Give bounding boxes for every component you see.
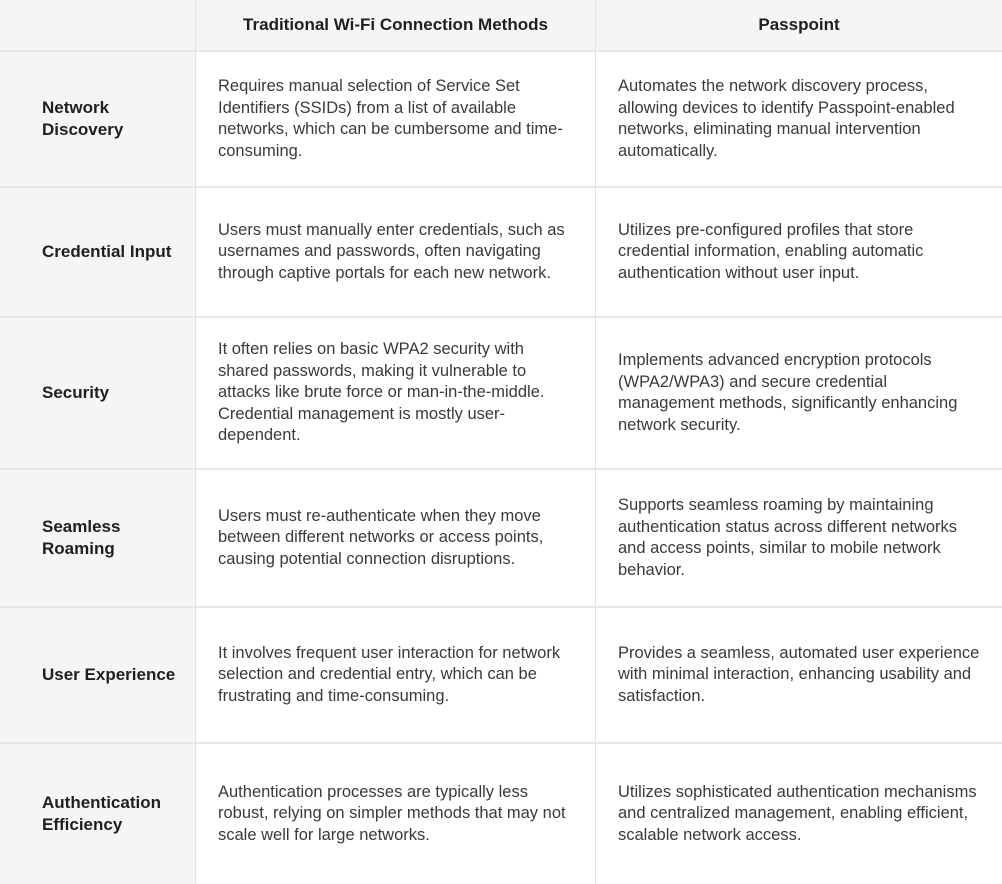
traditional-network-discovery [196,52,596,188]
passpoint-authentication-efficiency [596,744,1002,884]
passpoint-user-experience [596,608,1002,744]
passpoint-network-discovery [596,52,1002,188]
header-corner-cell [0,0,196,52]
passpoint-seamless-roaming [596,470,1002,608]
traditional-seamless-roaming [196,470,596,608]
row-label-network-discovery: Network Discovery [0,52,196,188]
cell-text: Implements advanced encryption protocols (WPA2/WPA3) and secure credential management methods, significantly enhancing network security. [618,351,958,434]
cell-text: Authentication processes are typically less robust, relying on simpler methods that may not scale well for large networks. [218,782,566,844]
row-label-user-experience: User Experience [0,608,196,744]
header-passpoint: Passpoint [596,0,1002,52]
traditional-user-experience [196,608,596,744]
cell-text: It involves frequent user interaction for network selection and credential entry, which can be frustrating and time-consuming. [218,643,561,705]
row-label-security: Security [0,318,196,470]
cell-text: Supports seamless roaming by maintaining authentication status across different networks and access points, similar to mobile network behavior. [618,496,958,579]
passpoint-security [596,318,1002,470]
cell-text: Users must manually enter credentials, such as usernames and passwords, often navigating through captive portals for each new network. [218,220,565,282]
traditional-credential-input [196,188,596,318]
traditional-security [196,318,596,470]
cell-text: Requires manual selection of Service Set Identifiers (SSIDs) from a list of available networks, which can be cumbersome and time-consuming. [218,77,563,160]
cell-text: Provides a seamless, automated user experience with minimal interaction, enhancing usability and satisfaction. [618,643,980,705]
header-traditional: Traditional Wi-Fi Connection Methods [196,0,596,52]
passpoint-credential-input [596,188,1002,318]
cell-text: Utilizes sophisticated authentication mechanisms and centralized management, enabling efficient, scalable network access. [618,782,977,844]
cell-text: Automates the network discovery process, allowing devices to identify Passpoint-enabled networks, eliminating manual intervention automatically. [618,77,955,160]
cell-text: Users must re-authenticate when they move between different networks or access points, causing potential connection disruptions. [218,506,544,568]
row-label-authentication-efficiency: Authentication Efficiency [0,744,196,884]
cell-text: It often relies on basic WPA2 security with shared passwords, making it vulnerable to attacks like brute force or man-in-the-middle. Credential management is mostly user-dependent. [218,340,545,445]
row-label-seamless-roaming: Seamless Roaming [0,470,196,608]
cell-text: Utilizes pre-configured profiles that store credential information, enabling automatic authentication without user input. [618,220,924,282]
traditional-authentication-efficiency [196,744,596,884]
row-label-credential-input: Credential Input [0,188,196,318]
